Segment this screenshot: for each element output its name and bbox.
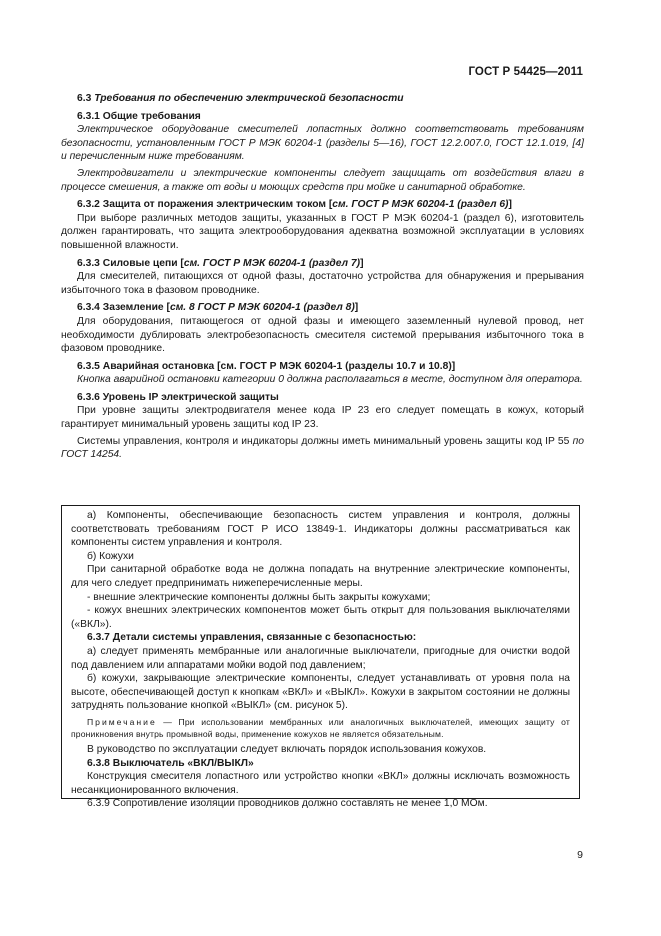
section-6-3-2-heading bbox=[61, 198, 584, 212]
document-code: ГОСТ Р 54425—2011 bbox=[468, 66, 583, 78]
heading-part: ] bbox=[354, 302, 359, 314]
section-6-3-3-heading bbox=[61, 257, 584, 271]
paragraph-reference: по ГОСТ 14254. bbox=[61, 435, 584, 461]
heading-part: ] bbox=[360, 257, 364, 269]
section-6-3-heading bbox=[61, 92, 584, 106]
section-6-3-5-heading: 6.3.5 Аварийная остановка [см. ГОСТ Р МЭК 60204-1 (разделы 10.7 и 10.8)] bbox=[77, 360, 456, 372]
heading-reference: см. ГОСТ Р МЭК 60204-1 (раздел 6) bbox=[332, 199, 509, 211]
section-6-3-7-heading: 6.3.7 Детали системы управления, связанные с безопасностью: bbox=[87, 632, 417, 644]
box-item-b: б) Кожухи bbox=[87, 550, 134, 562]
main-text bbox=[61, 92, 584, 462]
section-6-3-7-item-a: а) следует применять мембранные или аналогичные выключатели, пригодные для очистки водой под давлением или аппаратами мойки водой под давлением; bbox=[71, 645, 570, 671]
heading-part: 6.3.4 Заземление [ bbox=[77, 302, 170, 314]
note-text: — При использовании мембранных или аналогичных выключателей, имеющих защиту от проникновения внутрь промывной воды, применение кожухов не является обязательным. bbox=[71, 716, 570, 739]
section-6-3-9-paragraph: 6.3.9 Сопротивление изоляции проводников должно составлять не менее 1,0 МОм. bbox=[87, 798, 488, 810]
box-item-a: а) Компоненты, обеспечивающие безопасность систем управления и контроля, должны соответствовать требованиям ГОСТ Р ИСО 13849-1. Индикаторы должны рассматриваться как компоненты систем управления и контроля. bbox=[71, 510, 570, 549]
page-number: 9 bbox=[577, 849, 583, 861]
paragraph-part: Системы управления, контроля и индикаторы должны иметь минимальный уровень защиты код IP 55 bbox=[77, 435, 573, 447]
note-label: Примечание bbox=[87, 716, 157, 727]
box-dash-item-1: - внешние электрические компоненты должны быть закрыты кожухами; bbox=[87, 591, 431, 603]
amendment-box bbox=[61, 505, 580, 810]
section-6-3-5-paragraph: Кнопка аварийной остановки категории 0 должна располагаться в месте, доступном для оператора. bbox=[77, 374, 583, 386]
heading-part: 6.3.2 Защита от поражения электрическим током [ bbox=[77, 199, 333, 211]
section-6-3-1-heading: 6.3.1 Общие требования bbox=[77, 110, 201, 122]
section-6-3-2-paragraph: При выборе различных методов защиты, указанных в ГОСТ Р МЭК 60204-1 (раздел 6), изготовитель должен гарантировать, что защита электрооборудования адекватна возможной эксплуатации в условиях повышенной влажности. bbox=[61, 212, 584, 251]
heading-part: ] bbox=[508, 199, 512, 211]
section-6-3-3-paragraph: Для смесителей, питающихся от одной фазы, достаточно устройства для обнаружения и прерывания избыточного тока в фазовом проводнике. bbox=[61, 271, 584, 296]
box-item-b-paragraph: При санитарной обработке вода не должна попадать на внутренние электрические компоненты, для чего следует предпринимать нижеперечисленные меры. bbox=[71, 564, 570, 589]
section-6-3-4-paragraph: Для оборудования, питающегося от одной фазы и имеющего заземленный нулевой провод, нет необходимости дублировать электробезопасность смесителя системой прерывания избыточного тока в фазовом проводнике. bbox=[61, 315, 584, 355]
section-6-3-1-paragraph-2: Электродвигатели и электрические компоненты следует защищать от воздействия влаги в процессе смешения, а также от воды и моющих средств при мойке и санитарной обработке. bbox=[61, 167, 584, 193]
box-dash-item-2: - кожух внешних электрических компонентов может быть открыт для пользования выключателями («ВКЛ»). bbox=[71, 605, 570, 630]
note bbox=[71, 716, 570, 740]
section-6-3-title: Требования по обеспечению электрической безопасности bbox=[94, 93, 404, 104]
heading-reference: см. 8 ГОСТ Р МЭК 60204-1 (раздел 8) bbox=[169, 302, 355, 314]
heading-part: 6.3.3 Силовые цепи [ bbox=[77, 257, 184, 269]
section-6-3-8-paragraph: Конструкция смесителя лопастного или устройство кнопки «ВКЛ» должны исключать возможность несанкционированного включения. bbox=[71, 771, 570, 796]
section-6-3-6-heading: 6.3.6 Уровень IP электрической защиты bbox=[77, 391, 279, 403]
section-6-3-8-heading: 6.3.8 Выключатель «ВКЛ/ВЫКЛ» bbox=[87, 757, 254, 769]
section-6-3-1-paragraph-1: Электрическое оборудование смесителей лопастных должно соответствовать требованиям безопасности, установленным ГОСТ Р МЭК 60204-1 (разделы 5—16), ГОСТ 12.2.007.0, ГОСТ 12.1.019, [4] и перечисленным ниже требованиям. bbox=[61, 124, 584, 163]
section-6-3-7-item-b: б) кожухи, закрывающие электрические компоненты, следует устанавливать от уровня пола на высоте, обеспечивающей доступ к кнопкам «ВКЛ» и «ВЫКЛ». Кожухи в закрытом состоянии не должны затруднять пользование кнопкой «ВЫКЛ» (см. рисунок 5). bbox=[71, 673, 570, 712]
heading-reference: см. ГОСТ Р МЭК 60204-1 (раздел 7) bbox=[183, 257, 361, 269]
section-6-3-4-heading bbox=[61, 301, 584, 315]
manual-paragraph: В руководство по эксплуатации следует включать порядок использования кожухов. bbox=[87, 743, 487, 755]
section-6-3-6-paragraph-2 bbox=[61, 435, 584, 462]
section-6-3-6-paragraph-1: При уровне защиты электродвигателя менее кода IP 23 его следует помещать в кожух, который гарантирует минимальный уровень защиты код IP 23. bbox=[61, 405, 584, 431]
section-6-3-number: 6.3 bbox=[77, 93, 92, 104]
